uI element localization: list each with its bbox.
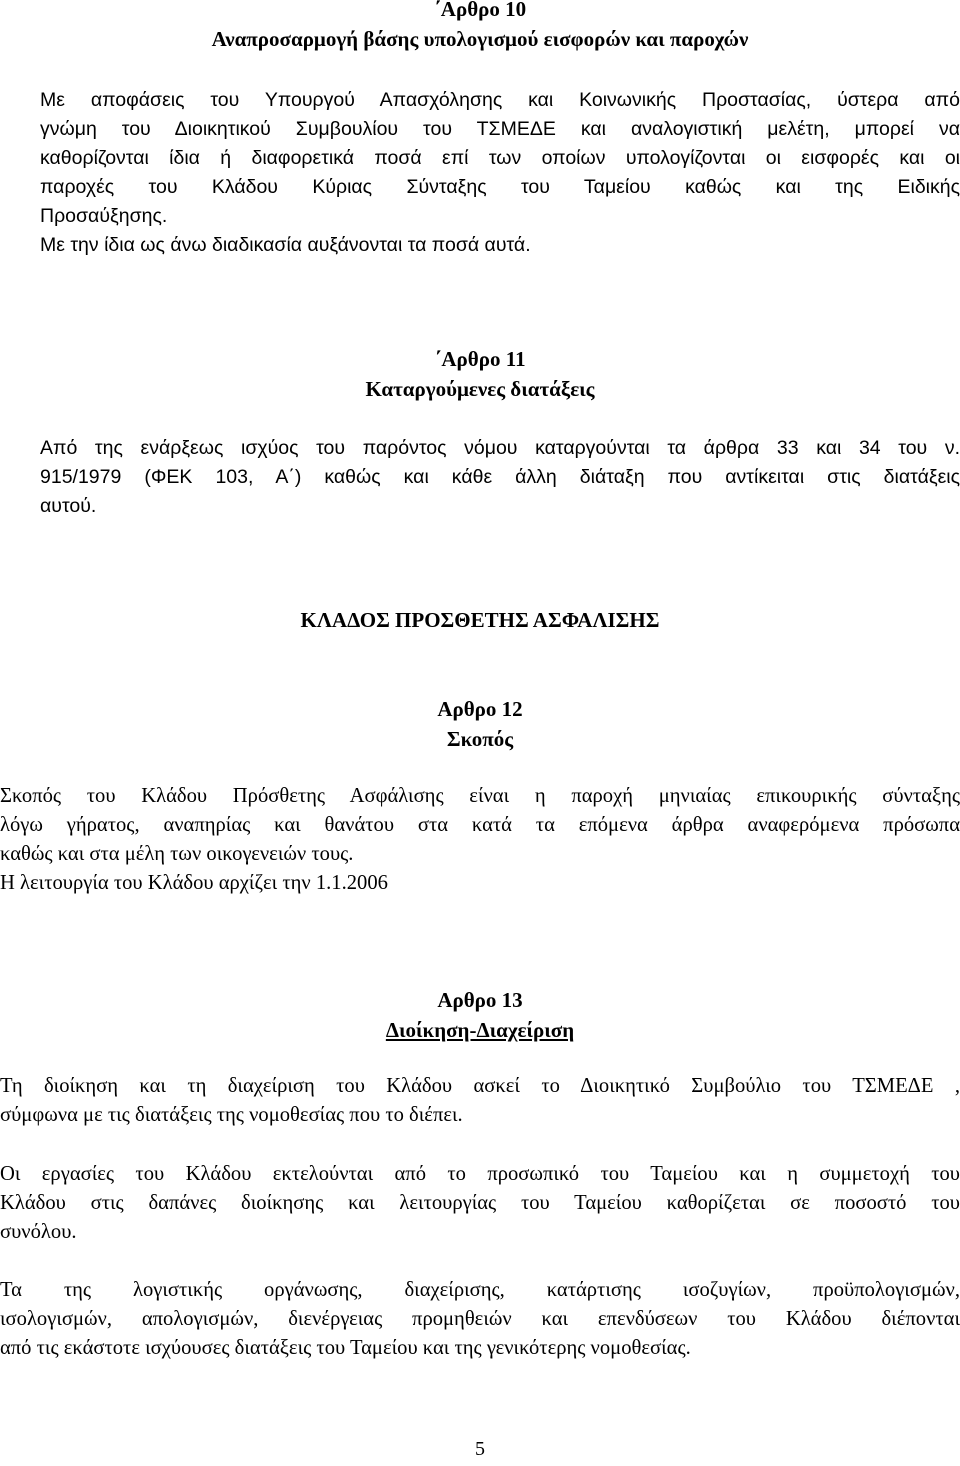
article-13-line: Κλάδου στις δαπάνες διοίκησης και λειτουργίας του Ταμείου καθορίζεται σε ποσοστό του bbox=[0, 1192, 960, 1214]
article-10-heading bbox=[0, 0, 960, 54]
article-10-number: ΄Αρθρο 10 bbox=[433, 0, 527, 21]
article-10-line: Με την ίδια ως άνω διαδικασία αυξάνονται τα ποσά αυτά. bbox=[40, 234, 531, 256]
article-13-paragraph-2 bbox=[0, 1160, 960, 1247]
article-13-paragraph-3 bbox=[0, 1276, 960, 1363]
article-13-heading bbox=[0, 985, 960, 1045]
article-12-title: Σκοπός bbox=[446, 727, 514, 751]
article-12-line: Σκοπός του Κλάδου Πρόσθετης Ασφάλισης είναι η παροχή μηνιαίας επικουρικής σύνταξης bbox=[0, 785, 960, 807]
article-10-line: γνώμη του Διοικητικού Συμβουλίου του ΤΣΜΕΔΕ και αναλογιστική μελέτη, μπορεί να bbox=[40, 118, 960, 140]
article-13-line: συνόλου. bbox=[0, 1221, 77, 1243]
article-12-number: Αρθρο 12 bbox=[437, 697, 523, 721]
article-13-paragraph-1 bbox=[0, 1072, 960, 1130]
section-title: ΚΛΑΔΟΣ ΠΡΟΣΘΕΤΗΣ ΑΣΦΑΛΙΣΗΣ bbox=[300, 608, 660, 632]
article-11-heading bbox=[0, 344, 960, 404]
article-13-line: Τα της λογιστικής οργάνωσης, διαχείρισης, κατάρτισης ισοζυγίων, προϋπολογισμών, bbox=[0, 1279, 960, 1301]
page-number: 5 bbox=[475, 1438, 485, 1460]
article-12-line: λόγω γήρατος, αναπηρίας και θανάτου στα κατά τα επόμενα άρθρα αναφερόμενα πρόσωπα bbox=[0, 814, 960, 836]
article-13-title: Διοίκηση-Διαχείριση bbox=[385, 1018, 575, 1042]
article-11-line: Από της ενάρξεως ισχύος του παρόντος νόμου καταργούνται τα άρθρα 33 και 34 του ν. bbox=[40, 437, 960, 459]
article-12-line: Η λειτουργία του Κλάδου αρχίζει την 1.1.2006 bbox=[0, 872, 388, 894]
article-10-body bbox=[40, 86, 960, 260]
article-13-line: από τις εκάστοτε ισχύουσες διατάξεις του Ταμείου και της γενικότερης νομοθεσίας. bbox=[0, 1337, 691, 1359]
article-11-body bbox=[40, 434, 960, 521]
article-11-line: 915/1979 (ΦΕΚ 103, Α΄) καθώς και κάθε άλλη διάταξη που αντίκειται στις διατάξεις bbox=[40, 466, 960, 488]
article-10-line: Με αποφάσεις του Υπουργού Απασχόλησης και Κοινωνικής Προστασίας, ύστερα από bbox=[40, 89, 960, 111]
article-13-line: σύμφωνα με τις διατάξεις της νομοθεσίας που το διέπει. bbox=[0, 1104, 463, 1126]
article-12-body bbox=[0, 782, 960, 898]
article-13-line: ισολογισμών, απολογισμών, διενέργειας προμηθειών και επενδύσεων του Κλάδου διέπονται bbox=[0, 1308, 960, 1330]
article-13-line: Τη διοίκηση και τη διαχείριση του Κλάδου ασκεί το Διοικητικό Συμβούλιο του ΤΣΜΕΔΕ , bbox=[0, 1075, 960, 1097]
article-10-line: παροχές του Κλάδου Κύριας Σύνταξης του Ταμείου καθώς και της Ειδικής bbox=[40, 176, 960, 198]
article-10-title: Αναπροσαρμογή βάσης υπολογισμού εισφορών και παροχών bbox=[211, 27, 749, 51]
article-12-heading bbox=[0, 694, 960, 754]
article-12-line: καθώς και στα μέλη των οικογενειών τους. bbox=[0, 843, 354, 865]
article-10-line: καθορίζονται ίδια ή διαφορετικά ποσά επί των οποίων υπολογίζονται οι εισφορές και οι bbox=[40, 147, 960, 169]
article-11-number: ΄Αρθρο 11 bbox=[434, 347, 526, 371]
article-13-line: Οι εργασίες του Κλάδου εκτελούνται από το προσωπικό του Ταμείου και η συμμετοχή του bbox=[0, 1163, 960, 1185]
article-13-number: Αρθρο 13 bbox=[437, 988, 523, 1012]
article-11-title: Καταργούμενες διατάξεις bbox=[365, 377, 595, 401]
article-10-line: Προσαύξησης. bbox=[40, 205, 168, 227]
article-11-line: αυτού. bbox=[40, 495, 97, 517]
